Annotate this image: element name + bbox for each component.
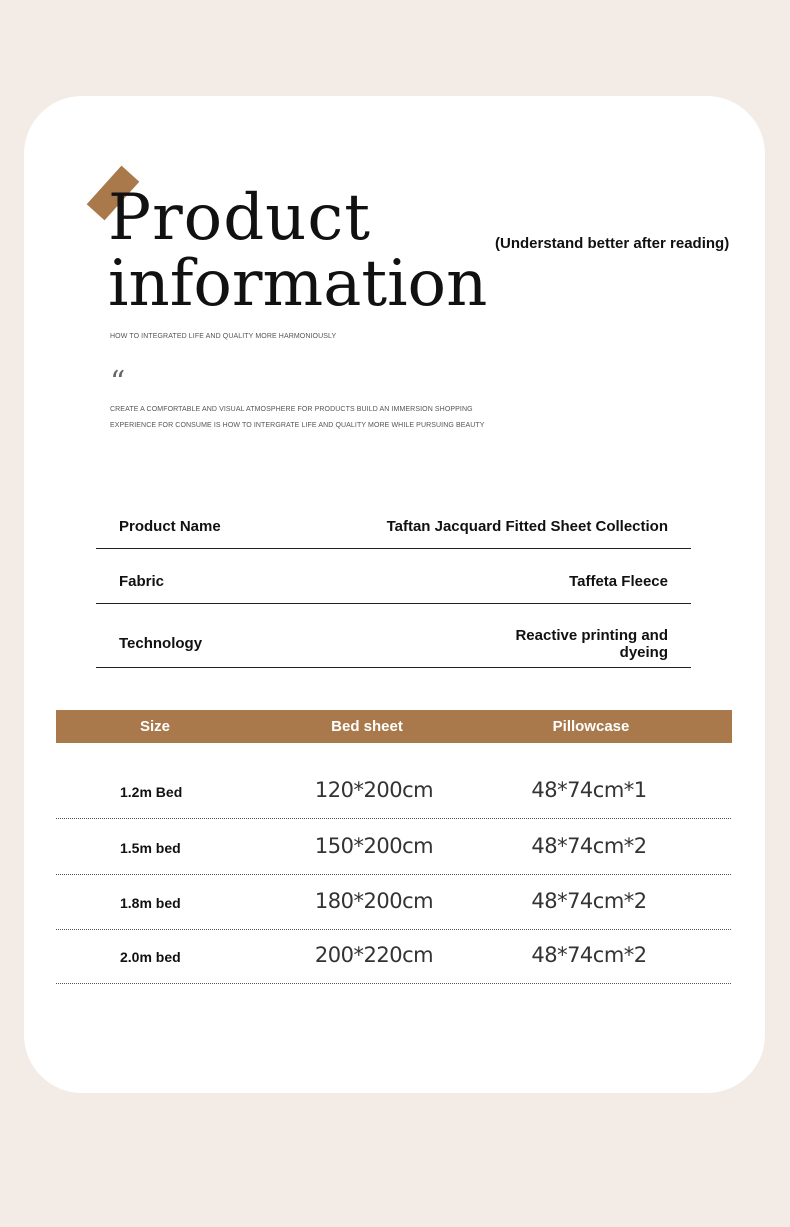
table-row [56, 764, 731, 819]
pillowcase-cell: 48*74cm*1 [531, 778, 647, 802]
info-value: Reactive printing and dyeing [515, 627, 668, 661]
bed-sheet-cell: 120*200cm [314, 778, 434, 802]
header-bed-sheet: Bed sheet [331, 718, 403, 735]
info-row-technology [96, 615, 691, 668]
bed-sheet-cell: 200*220cm [314, 943, 434, 967]
header-size: Size [139, 718, 171, 735]
description: CREATE A COMFORTABLE AND VISUAL ATMOSPHERE FOR PRODUCTS BUILD AN IMMERSION SHOPPING EXPERIENCE FOR CONSUME IS HOW TO INTERGRATE LIFE AND QUALITY MORE WHILE PURSUING BEAUTY [110, 406, 485, 429]
size-cell: 1.8m bed [120, 895, 181, 911]
info-value: Taffeta Fleece [569, 573, 668, 590]
bed-sheet-cell: 180*200cm [314, 889, 434, 913]
info-label: Product Name [119, 518, 221, 535]
size-cell: 1.5m bed [120, 840, 181, 856]
info-label: Technology [119, 635, 203, 652]
size-table-header [56, 710, 732, 743]
header-pillowcase: Pillowcase [552, 718, 630, 735]
tagline: HOW TO INTEGRATED LIFE AND QUALITY MORE HARMONIOUSLY [110, 333, 337, 340]
info-row-fabric [96, 560, 691, 604]
size-cell: 2.0m bed [120, 949, 181, 965]
table-row [56, 929, 731, 984]
info-label: Fabric [119, 573, 165, 590]
title-line-1: Product [108, 181, 371, 255]
pillowcase-cell: 48*74cm*2 [531, 889, 647, 913]
info-value: Taftan Jacquard Fitted Sheet Collection [386, 518, 668, 535]
info-row-product-name [96, 505, 691, 549]
quote-icon: “ [110, 365, 126, 400]
pillowcase-cell: 48*74cm*2 [531, 834, 647, 858]
bed-sheet-cell: 150*200cm [314, 834, 434, 858]
subtitle: (Understand better after reading) [495, 235, 730, 252]
pillowcase-cell: 48*74cm*2 [531, 943, 647, 967]
table-row [56, 875, 731, 930]
size-cell: 1.2m Bed [120, 784, 183, 800]
table-row [56, 820, 731, 875]
title-line-2: information [108, 247, 488, 321]
